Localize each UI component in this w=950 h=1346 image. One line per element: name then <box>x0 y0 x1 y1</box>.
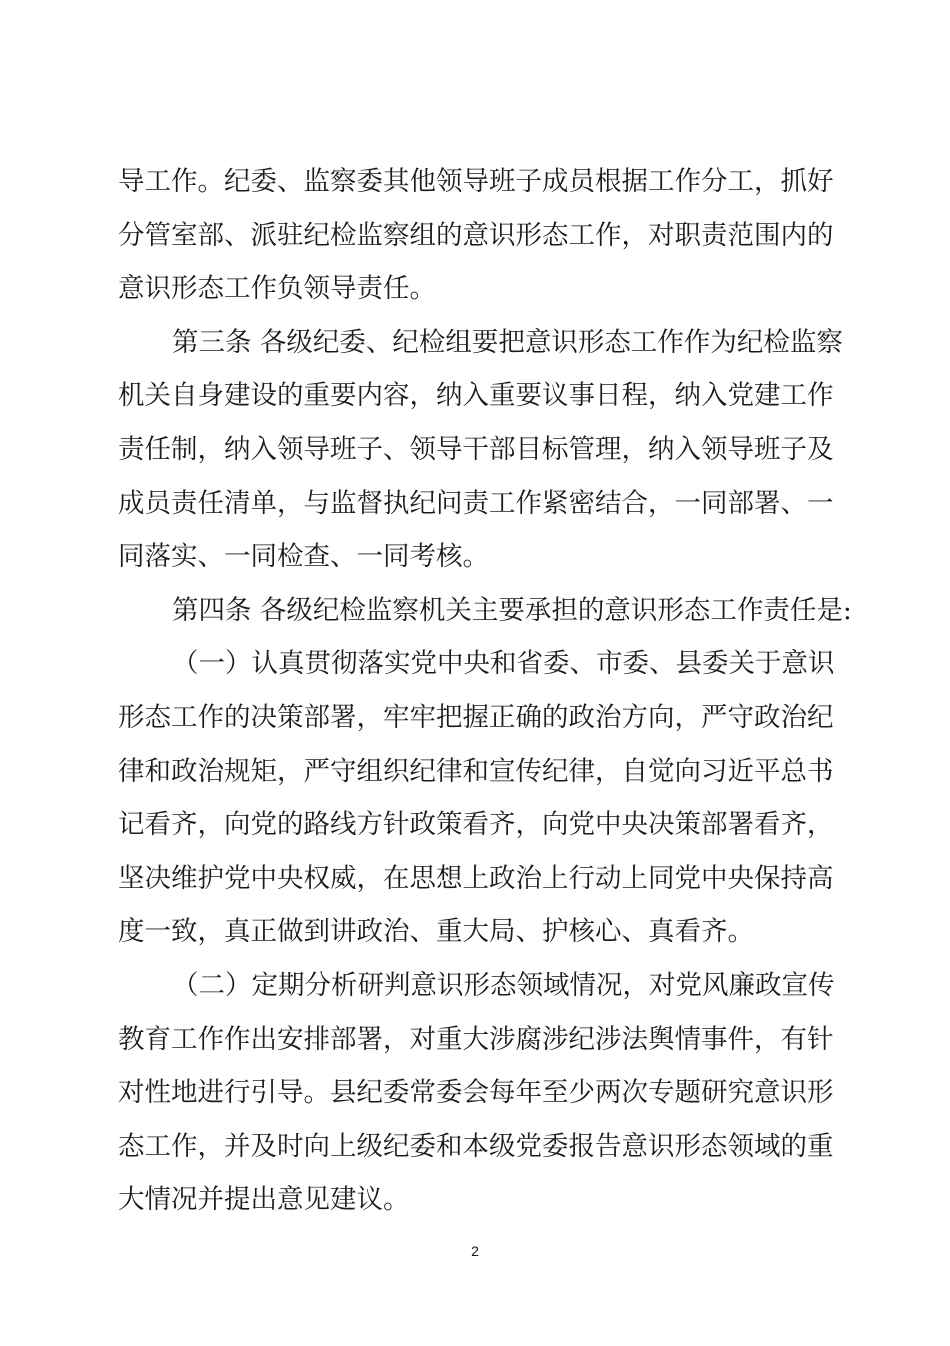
text-line: 坚决维护党中央权威，在思想上政治上行动上同党中央保持高 <box>118 862 834 894</box>
text-line: 责任制，纳入领导班子、领导干部目标管理，纳入领导班子及 <box>118 433 834 465</box>
text-line: 教育工作作出安排部署，对重大涉腐涉纪涉法舆情事件，有针 <box>118 1023 834 1055</box>
text-line: 分管室部、派驻纪检监察组的意识形态工作，对职责范围内的 <box>118 219 834 251</box>
text-line: 记看齐，向党的路线方针政策看齐，向党中央决策部署看齐， <box>118 809 834 841</box>
article-3-heading-line: 第三条 各级纪委、纪检组要把意识形态工作作为纪检监察 <box>172 326 843 358</box>
text-line: 律和政治规矩，严守组织纪律和宣传纪律，自觉向习近平总书 <box>118 755 834 787</box>
text-line: 机关自身建设的重要内容，纳入重要议事日程，纳入党建工作 <box>118 380 834 412</box>
text-line: 意识形态工作负领导责任。 <box>118 273 436 305</box>
text-line: 成员责任清单，与监督执纪问责工作紧密结合，一同部署、一 <box>118 487 834 519</box>
document-body <box>118 155 852 1227</box>
item-1-first-line: （一）认真贯彻落实党中央和省委、市委、县委关于意识 <box>172 648 835 680</box>
text-line: 导工作。纪委、监察委其他领导班子成员根据工作分工，抓好 <box>118 166 834 197</box>
article-4-heading-line: 第四条 各级纪检监察机关主要承担的意识形态工作责任是: <box>172 594 852 626</box>
text-line: 对性地进行引导。县纪委常委会每年至少两次专题研究意识形 <box>118 1077 834 1109</box>
text-line: 形态工作的决策部署，牢牢把握正确的政治方向，严守政治纪 <box>118 701 834 733</box>
page-number: 2 <box>471 1243 479 1259</box>
item-2-first-line: （二）定期分析研判意识形态领域情况，对党风廉政宣传 <box>172 969 835 1001</box>
text-line: 态工作，并及时向上级纪委和本级党委报告意识形态领域的重 <box>118 1130 834 1162</box>
text-line: 度一致，真正做到讲政治、重大局、护核心、真看齐。 <box>118 916 754 948</box>
text-line: 同落实、一同检查、一同考核。 <box>118 541 489 573</box>
text-line: 大情况并提出意见建议。 <box>118 1184 410 1216</box>
